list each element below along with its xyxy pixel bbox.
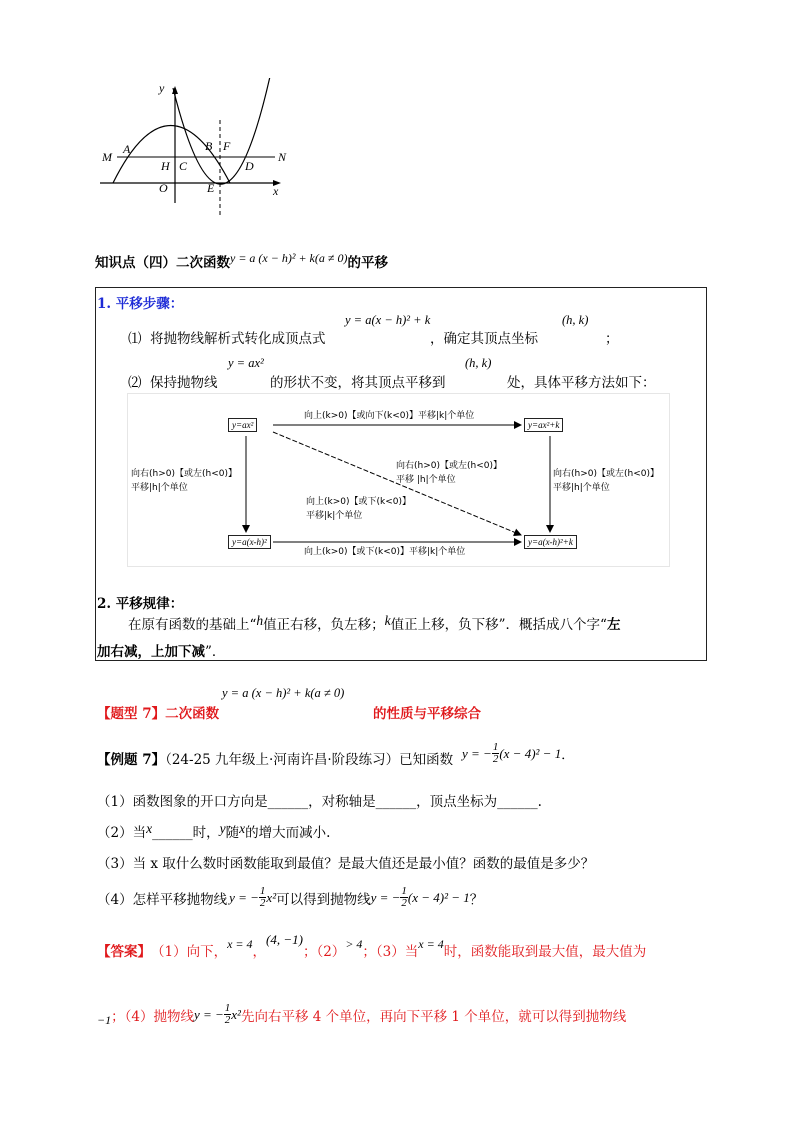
label-h: H — [161, 159, 170, 173]
answer-a6: x² — [231, 1006, 241, 1022]
label-a: A — [123, 142, 131, 156]
step2-num: ⑵ — [128, 375, 142, 391]
answer-p4: 时，函数能取到最大值，最大值为 — [443, 944, 647, 960]
answer-a2: (4, −1) — [266, 932, 303, 947]
q4-formula1: y = − — [229, 889, 259, 905]
fraction-den: 2 — [492, 753, 499, 765]
rule-end: ”． — [205, 644, 226, 660]
q2-c: 随 — [225, 825, 240, 841]
label-o: O — [159, 181, 168, 195]
example-function — [462, 742, 574, 765]
answer-p6: 先向右平移 4 个单位，再向下平移 1 个单位，就可以得到抛物线 — [240, 1008, 627, 1025]
rule-line2 — [97, 640, 225, 660]
label-c: C — [179, 159, 188, 173]
q2-x: x — [146, 821, 153, 836]
section-heading — [95, 251, 388, 271]
type7-suffix: 的性质与平移综合 — [373, 706, 481, 722]
label-f: F — [223, 139, 231, 153]
label-d: D — [245, 159, 254, 173]
flow-label-left2: 平移|h|个单位 — [131, 483, 188, 493]
answer-a3: > 4 — [345, 937, 363, 951]
step1-end: ； — [605, 331, 619, 347]
rule-h: h — [256, 613, 264, 628]
answer-p5: ；（4）抛物线 — [111, 1008, 194, 1025]
flow-box-up: y=ax²+k — [524, 418, 563, 432]
translation-flow-diagram — [128, 394, 669, 566]
example-line — [97, 748, 453, 768]
label-m: M — [102, 150, 112, 164]
flow-label-top: 向上(k>0)【或向下(k<0)】平移|k|个单位 — [304, 411, 475, 421]
q2-b: ______时， — [152, 825, 220, 841]
example-label: 【例题 7】 — [97, 752, 166, 768]
answer-line2 — [97, 1003, 626, 1026]
question-2 — [97, 821, 330, 841]
question-3: （3）当 x 取什么数时函数能取到最值？是最大值还是最小值？函数的最值是多少？ — [97, 856, 595, 872]
rule-line1 — [128, 613, 620, 633]
answer-a1: x = 4 — [227, 937, 253, 951]
example-fn-post: (x − 4)² − 1 — [499, 745, 562, 761]
section-heading-formula: y = a (x − h)² + k(a ≠ 0) — [230, 251, 348, 265]
flow-label-right1: 向右(h>0)【或左(h<0)】 — [553, 469, 659, 479]
answer-c1: ， — [252, 944, 267, 960]
step1-text1: 将抛物线解析式转化成顶点式 — [150, 331, 326, 347]
answer-a5: −1 — [97, 1013, 112, 1027]
flow-label-right2: 平移|h|个单位 — [553, 483, 610, 493]
flow-label-left1: 向右(h>0)【或左(h<0)】 — [131, 469, 237, 479]
rule-bold1: 左 — [606, 617, 621, 633]
flow-box-right: y=a(x-h)² — [228, 535, 271, 549]
answer-p1: （1）向下， — [151, 944, 228, 960]
step2-text2: 的形状不变，将其顶点平移到 — [270, 375, 446, 391]
label-y: y — [159, 81, 165, 95]
answer-label: 【答案】 — [97, 944, 151, 960]
q2-a: （2）当 — [97, 825, 147, 841]
rule-text3: 值正上移，负下移”．概括成八个字“ — [390, 617, 607, 633]
step2-text3: 处，具体平移方法如下： — [507, 375, 656, 391]
rule-text1: 在原有函数的基础上“ — [128, 617, 257, 633]
type7-formula: y = a (x − h)² + k(a ≠ 0) — [222, 686, 345, 700]
flow-box-end: y=a(x-h)²+k — [524, 535, 577, 549]
answer-line1 — [97, 932, 647, 960]
label-n: N — [278, 150, 287, 164]
fraction-num: 1 — [492, 741, 499, 753]
rule-k: k — [384, 613, 391, 628]
parabola-graph — [95, 78, 295, 220]
flow-label-diag3: 向上(k>0)【或下(k<0)】 — [306, 497, 412, 507]
q4-fraction1: $\frac{1}{2}$ — [259, 885, 266, 909]
question-4 — [97, 886, 483, 909]
question-1: （1）函数图象的开口方向是______，对称轴是______，顶点坐标为______. — [97, 794, 542, 810]
q4-b: 可以得到抛物线 — [276, 891, 371, 908]
example-fn-fraction — [492, 742, 500, 765]
section-heading-prefix: 知识点（四）二次函数 — [95, 255, 230, 271]
example-fn-pre: y = − — [462, 745, 492, 761]
answer-p2: ；（2） — [302, 944, 346, 960]
step2-formula: y = ax² — [228, 356, 264, 370]
flow-label-diag4: 平移|k|个单位 — [306, 511, 363, 521]
q4-fraction2: $\frac{1}{2}$ — [401, 885, 407, 909]
answer-formula: y = − — [193, 1006, 224, 1022]
q4-c: ？ — [469, 891, 484, 908]
q4-f2: (x − 4)² − 1 — [407, 889, 470, 905]
q2-x2: x — [239, 821, 246, 836]
step-title: 1. 平移步骤： — [97, 296, 184, 312]
step1-text2: ，确定其顶点坐标 — [430, 331, 538, 347]
rule-bold2: 加右减，上加下减 — [97, 644, 205, 660]
flow-box-start: y=ax² — [228, 418, 257, 432]
q4-a: （4）怎样平移抛物线 — [97, 891, 228, 908]
flow-label-bottom: 向上(k>0)【或下(k<0)】平移|k|个单位 — [304, 547, 466, 557]
q2-y: y — [219, 821, 226, 836]
answer-fraction: $\frac{1}{2}$ — [224, 1002, 231, 1026]
type7-prefix: 【题型 7】二次函数 — [97, 706, 220, 722]
rule-title: 2. 平移规律： — [97, 596, 184, 612]
answer-p3: ；（3）当 — [362, 944, 419, 960]
flow-label-diag2: 平移 |h|个单位 — [396, 475, 456, 485]
step2-coord: (h, k) — [465, 356, 492, 370]
rule-text2: 值正右移，负左移； — [263, 617, 385, 633]
section-heading-suffix: 的平移 — [347, 255, 388, 271]
q4-formula2: y = − — [370, 889, 401, 905]
q4-f1: x² — [266, 889, 277, 905]
flow-label-diag1: 向右(h>0)【或左(h<0)】 — [396, 461, 502, 471]
example-source: （24-25 九年级上·河南许昌·阶段练习）已知函数 — [165, 752, 454, 768]
step2-text1: 保持抛物线 — [150, 375, 218, 391]
answer-a4: x = 4 — [418, 937, 444, 951]
label-e: E — [207, 181, 215, 195]
step1-coord: (h, k) — [562, 313, 589, 327]
step1-num: ⑴ — [128, 331, 142, 347]
step1-formula: y = a(x − h)² + k — [345, 313, 431, 327]
q2-d: 的增大而减小. — [245, 825, 331, 841]
label-x: x — [273, 184, 279, 198]
example-end: ． — [561, 747, 575, 762]
label-b: B — [205, 139, 213, 153]
